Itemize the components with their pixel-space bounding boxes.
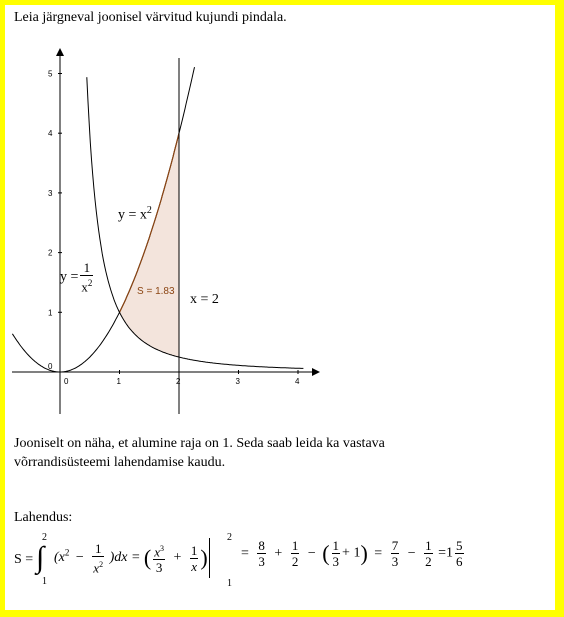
x-tick-label: 2 bbox=[176, 377, 181, 386]
explanation-line-1: Jooniselt on näha, et alumine raja on 1. Seda saab leida ka vastava bbox=[14, 436, 385, 451]
y-tick-label: 3 bbox=[48, 188, 53, 198]
y-tick-label: 2 bbox=[48, 248, 53, 258]
parabola-label: $y = x^2$ bbox=[118, 205, 152, 223]
vertical-line-label: x = 2 bbox=[190, 292, 219, 307]
task-title: Leia järgneval joonisel värvitud kujundi pindala. bbox=[14, 10, 287, 25]
solution-label: Lahendus: bbox=[14, 510, 73, 525]
y-tick-label: 1 bbox=[48, 308, 53, 318]
y-tick-label: 4 bbox=[48, 129, 53, 139]
y-tick-label: 5 bbox=[48, 69, 53, 79]
solution-formula: S = 2 ∫ 1 ($x^2$ − $\frac{1}{x^2}$ )dx = ( $\frac{x^3}{3}$ + $\frac{1}{x}$ ) 2 1 = $\frac{8}{3}$ + $\frac{1}{2}$ − ( $\frac{1}{3}$ + 1) = $\frac{7}{3}$ − $\frac{1}{2}$ =1 $\frac{5}{6}$ bbox=[14, 532, 463, 589]
area-label: S = 1.83 bbox=[137, 286, 175, 297]
origin-label: 0 bbox=[48, 362, 53, 371]
explanation-line-2: võrrandisüsteemi lahendamise kaudu. bbox=[14, 455, 226, 470]
x-zero-label: 0 bbox=[64, 377, 69, 386]
x-tick-label: 4 bbox=[295, 377, 300, 386]
x-tick-label: 3 bbox=[235, 377, 240, 386]
x-tick-label: 1 bbox=[116, 377, 121, 386]
hyperbola-label: y = $\frac{1}{x^2}$ bbox=[60, 260, 93, 295]
integral-sign: ∫ bbox=[36, 541, 45, 574]
